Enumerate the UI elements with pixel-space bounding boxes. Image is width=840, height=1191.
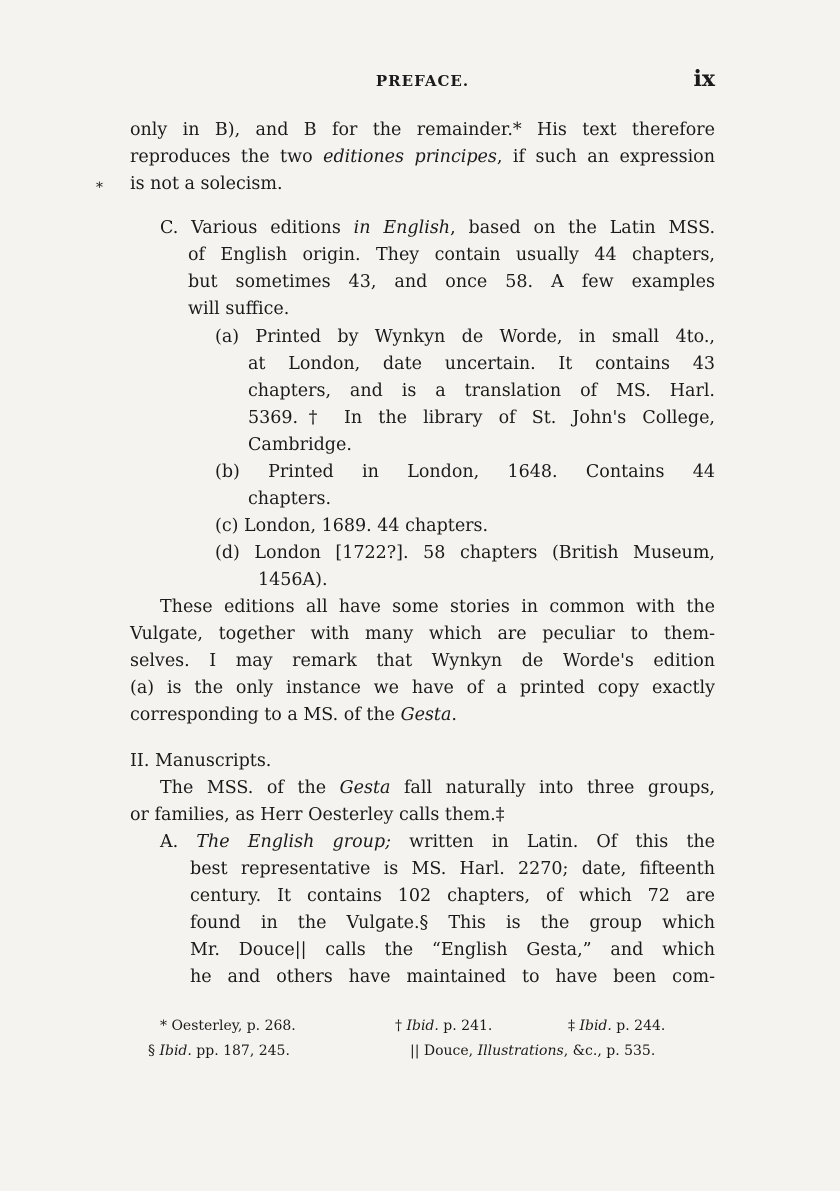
section-c-line: but sometimes 43, and once 58. A few examples (188, 272, 715, 292)
footnote-4: § Ibid. pp. 187, 245. (148, 1043, 290, 1059)
section-c-line: C. Various editions in English, based on the Latin MSS. (160, 218, 716, 238)
footnote-1: * Oesterley, p. 268. (160, 1018, 296, 1034)
item-d-line: (d) London [1722?]. 58 chapters (British Museum, (215, 543, 715, 563)
text-line: These editions all have some stories in common with the (160, 597, 715, 617)
item-a-line: chapters, and is a translation of MS. Harl. (248, 381, 715, 401)
group-a-line: A. The English group; written in Latin. Of this the (160, 832, 716, 852)
item-a-line: Cambridge. (248, 435, 352, 455)
group-a-line: Mr. Douce|| calls the “English Gesta,” and which (190, 940, 715, 960)
item-d-line: 1456A). (258, 570, 328, 590)
footnote-5: || Douce, Illustrations, &c., p. 535. (410, 1043, 656, 1059)
text-line: Vulgate, together with many which are peculiar to them- (130, 624, 715, 644)
text-line: is not a solecism. (130, 174, 283, 194)
item-b-line: chapters. (248, 489, 332, 509)
running-header (130, 66, 715, 96)
section-heading: II. Manuscripts. (130, 751, 272, 771)
text-line: or families, as Herr Oesterley calls them.‡ (130, 805, 505, 825)
group-a-line: found in the Vulgate.§ This is the group which (190, 913, 715, 933)
header-title: PREFACE. (375, 72, 470, 90)
text-line: corresponding to a MS. of the Gesta. (130, 705, 457, 725)
footnote-2: † Ibid. p. 241. (395, 1018, 493, 1034)
item-a-line: (a) Printed by Wynkyn de Worde, in small 4to., (215, 327, 715, 347)
margin-mark: * (96, 180, 103, 196)
footnote-3: ‡ Ibid. p. 244. (568, 1018, 666, 1034)
item-b-line: (b) Printed in London, 1648. Contains 44 (215, 462, 715, 482)
text-line: reproduces the two editiones principes, if such an expression (130, 147, 715, 167)
group-a-line: he and others have maintained to have been com- (190, 967, 715, 987)
item-a-line: 5369.† In the library of St. John's College, (248, 408, 715, 428)
page-number: ix (693, 66, 715, 92)
group-a-line: century. It contains 102 chapters, of which 72 are (190, 886, 715, 906)
text-line: The MSS. of the Gesta fall naturally into three groups, (160, 778, 715, 798)
item-c-line: (c) London, 1689. 44 chapters. (215, 516, 489, 536)
section-c-line: of English origin. They contain usually 44 chapters, (188, 245, 715, 265)
group-a-line: best representative is MS. Harl. 2270; date, fifteenth (190, 859, 715, 879)
item-a-line: at London, date uncertain. It contains 43 (248, 354, 715, 374)
text-line: selves. I may remark that Wynkyn de Worde's edition (130, 651, 715, 671)
text-line: (a) is the only instance we have of a printed copy exactly (130, 678, 715, 698)
text-line: only in B), and B for the remainder.* His text therefore (130, 120, 715, 140)
section-c-line: will suffice. (188, 299, 290, 319)
